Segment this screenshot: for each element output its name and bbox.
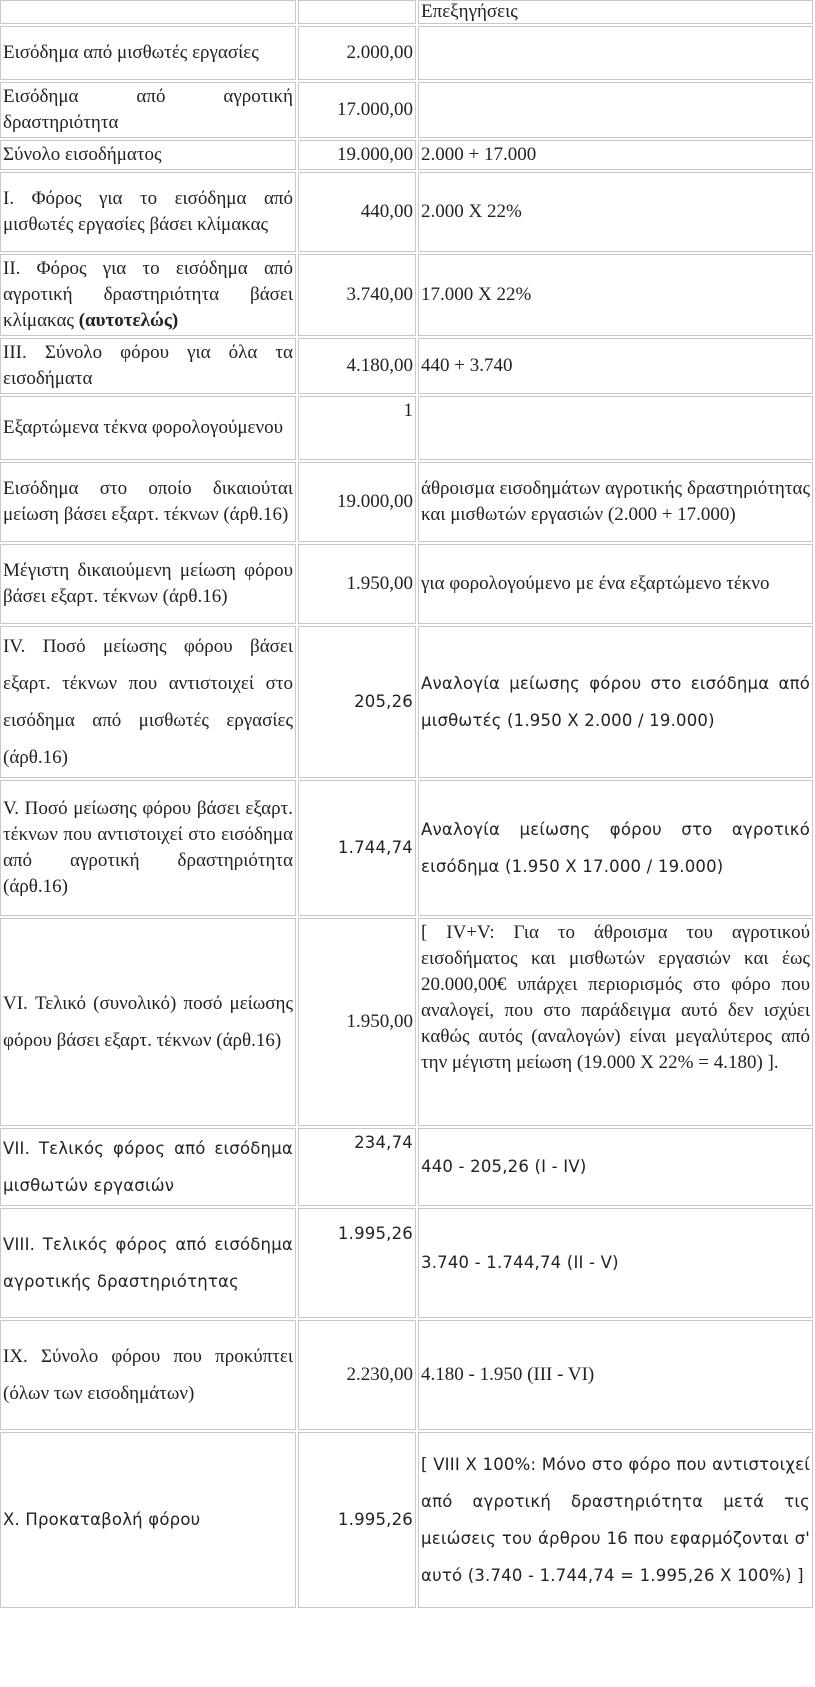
- row-note: [ IV+V: Για το άθροισμα του αγροτικού εισοδήματος και μισθωτών εργασιών και έως 20.000,00€ υπάρχει περιορισμός στο φόρο που αναλογεί, που στο παράδειγμα αυτό δεν ισχύει καθώς αυτός (αναλογών) είναι μεγαλύτερος από την μέγιστη μείωση (19.000 Χ 22% = 4.180) ].: [418, 918, 813, 1126]
- row-value: 205,26: [298, 626, 416, 778]
- row-value: 3.740,00: [298, 254, 416, 336]
- row-note: 440 + 3.740: [418, 338, 813, 394]
- table-row: [0, 82, 813, 138]
- row-value: 1: [298, 396, 416, 460]
- row-label: III. Σύνολο φόρου για όλα τα εισοδήματα: [0, 338, 296, 394]
- table-row: [0, 1128, 813, 1206]
- row-note: [418, 82, 813, 138]
- row-value: 1.995,26: [298, 1432, 416, 1608]
- row-value: 1.744,74: [298, 780, 416, 916]
- row-note: [418, 26, 813, 80]
- row-value: 1.995,26: [298, 1208, 416, 1318]
- row-value: 19.000,00: [298, 462, 416, 542]
- row-label: VII. Τελικός φόρος από εισόδημα μισθωτών εργασιών: [0, 1128, 296, 1206]
- table-row: [0, 1208, 813, 1318]
- row-value: 1.950,00: [298, 918, 416, 1126]
- table-row: [0, 462, 813, 542]
- row-label: Εισόδημα στο οποίο δικαιούται μείωση βάσει εξαρτ. τέκνων (άρθ.16): [0, 462, 296, 542]
- row-value: 4.180,00: [298, 338, 416, 394]
- table-row: [0, 26, 813, 80]
- header-cell-value: [298, 0, 416, 24]
- table-row: [0, 396, 813, 460]
- row-note: άθροισμα εισοδημάτων αγροτικής δραστηριότητας και μισθωτών εργασιών (2.000 + 17.000): [418, 462, 813, 542]
- table-row: [0, 918, 813, 1126]
- row-label: IX. Σύνολο φόρου που προκύπτει (όλων των εισοδημάτων): [0, 1320, 296, 1430]
- row-value: 1.950,00: [298, 544, 416, 624]
- table-row: [0, 254, 813, 336]
- row-label: Μέγιστη δικαιούμενη μείωση φόρου βάσει εξαρτ. τέκνων (άρθ.16): [0, 544, 296, 624]
- row-label: VIII. Τελικός φόρος από εισόδημα αγροτικής δραστηριότητας: [0, 1208, 296, 1318]
- table-row: [0, 338, 813, 394]
- row-value: 17.000,00: [298, 82, 416, 138]
- row-note: [ VIII Χ 100%: Μόνο στο φόρο που αντιστοιχεί από αγροτική δραστηριότητα μετά τις μειώσεις του άρθρου 16 που εφαρμόζονται σ' αυτό (3.740 - 1.744,74 = 1.995,26 Χ 100%) ]: [418, 1432, 813, 1608]
- row-label: Σύνολο εισοδήματος: [0, 140, 296, 170]
- row-label: [0, 254, 296, 336]
- table-row: [0, 172, 813, 252]
- row-label: X. Προκαταβολή φόρου: [0, 1432, 296, 1608]
- row-note: 3.740 - 1.744,74 (II - V): [418, 1208, 813, 1318]
- row-note: 17.000 Χ 22%: [418, 254, 813, 336]
- row-note: [418, 396, 813, 460]
- row-label-emphasis: (αυτοτελώς): [78, 310, 179, 331]
- row-note: για φορολογούμενο με ένα εξαρτώμενο τέκνο: [418, 544, 813, 624]
- header-cell-explanations: Επεξηγήσεις: [418, 0, 813, 24]
- row-label: VI. Τελικό (συνολικό) ποσό μείωσης φόρου βάσει εξαρτ. τέκνων (άρθ.16): [0, 918, 296, 1126]
- row-note: Αναλογία μείωσης φόρου στο εισόδημα από μισθωτές (1.950 Χ 2.000 / 19.000): [418, 626, 813, 778]
- row-note: 4.180 - 1.950 (III - VI): [418, 1320, 813, 1430]
- row-note: 440 - 205,26 (I - IV): [418, 1128, 813, 1206]
- row-label-text: II. Φόρος για το εισόδημα από αγροτική δραστηριότητα βάσει κλίμακας: [3, 258, 293, 331]
- table-row: [0, 780, 813, 916]
- row-label: V. Ποσό μείωσης φόρου βάσει εξαρτ. τέκνων που αντιστοιχεί στο εισόδημα από αγροτική δραστηριότητα (άρθ.16): [0, 780, 296, 916]
- header-row: [0, 0, 813, 24]
- table-row: [0, 1320, 813, 1430]
- row-note: 2.000 + 17.000: [418, 140, 813, 170]
- row-label: I. Φόρος για το εισόδημα από μισθωτές εργασίες βάσει κλίμακας: [0, 172, 296, 252]
- row-value: 440,00: [298, 172, 416, 252]
- row-label: Εισόδημα από αγροτική δραστηριότητα: [0, 82, 296, 138]
- row-value: 234,74: [298, 1128, 416, 1206]
- row-value: 2.000,00: [298, 26, 416, 80]
- row-label: Εισόδημα από μισθωτές εργασίες: [0, 26, 296, 80]
- table-row: [0, 140, 813, 170]
- table-row: [0, 626, 813, 778]
- row-label: Εξαρτώμενα τέκνα φορολογούμενου: [0, 396, 296, 460]
- table-row: [0, 1432, 813, 1608]
- row-label: IV. Ποσό μείωσης φόρου βάσει εξαρτ. τέκνων που αντιστοιχεί στο εισόδημα από μισθωτές εργασίες (άρθ.16): [0, 626, 296, 778]
- table-row: [0, 544, 813, 624]
- row-value: 19.000,00: [298, 140, 416, 170]
- row-note: 2.000 Χ 22%: [418, 172, 813, 252]
- header-cell-label: [0, 0, 296, 24]
- row-note: Αναλογία μείωσης φόρου στο αγροτικό εισόδημα (1.950 Χ 17.000 / 19.000): [418, 780, 813, 916]
- row-value: 2.230,00: [298, 1320, 416, 1430]
